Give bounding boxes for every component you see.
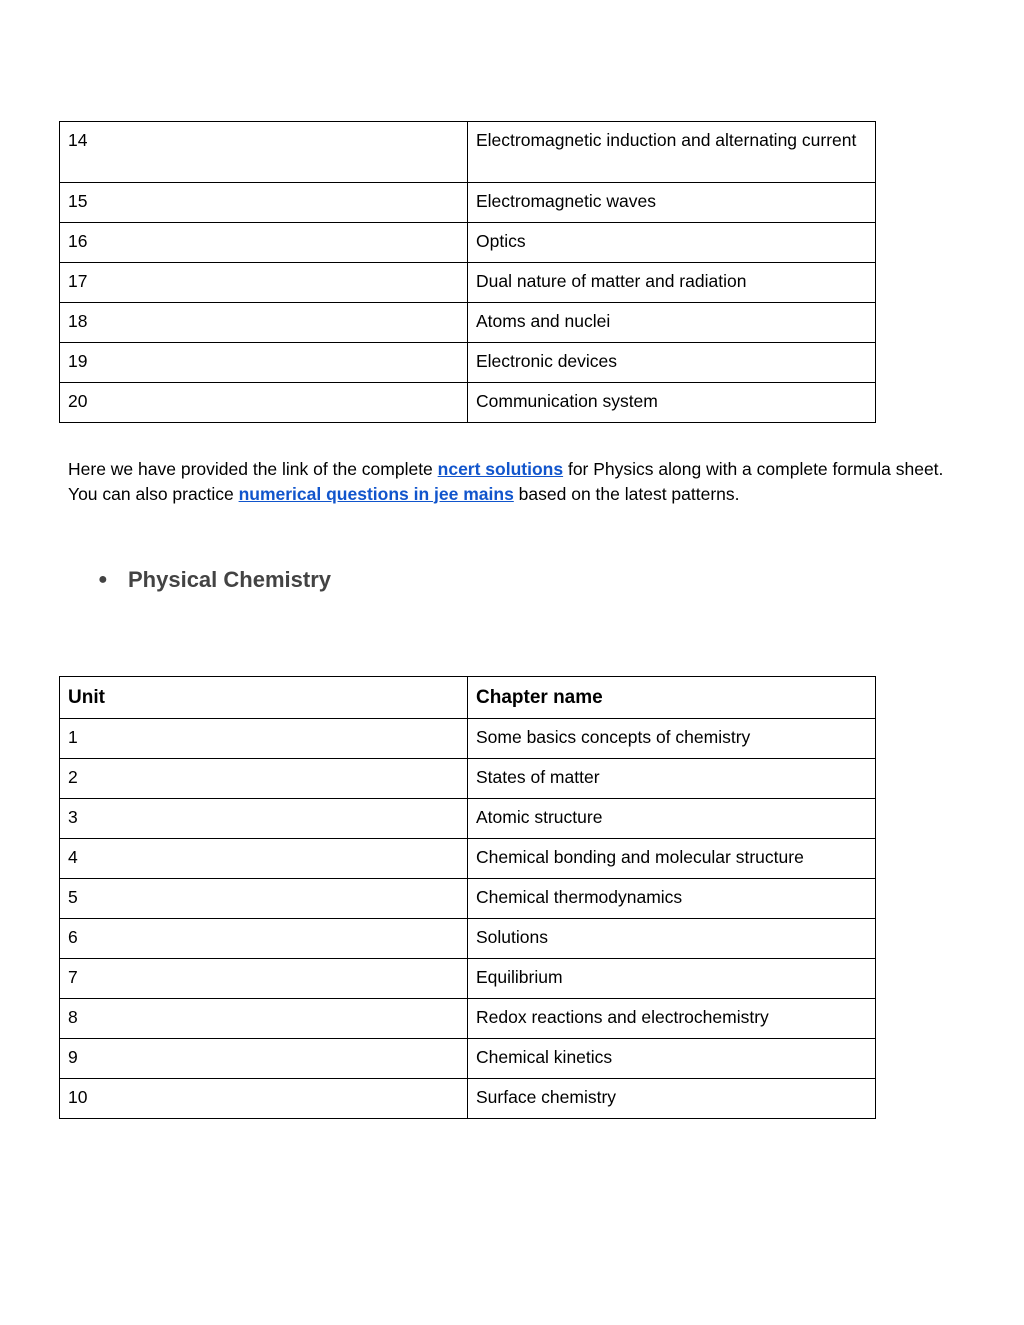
chapter-cell: Communication system — [468, 383, 876, 423]
table-row — [60, 919, 876, 959]
unit-cell: 5 — [60, 879, 468, 919]
section-title: Physical Chemistry — [128, 567, 331, 592]
chapter-cell: Optics — [468, 223, 876, 263]
unit-cell: 15 — [60, 183, 468, 223]
table-row — [60, 383, 876, 423]
unit-cell: 19 — [60, 343, 468, 383]
chapter-cell: Electromagnetic waves — [468, 183, 876, 223]
chapter-cell: Equilibrium — [468, 959, 876, 999]
table-row — [60, 719, 876, 759]
chapter-cell: Chemical bonding and molecular structure — [468, 839, 876, 879]
chapter-cell: Chemical kinetics — [468, 1039, 876, 1079]
chapter-cell: Solutions — [468, 919, 876, 959]
paragraph-text: based on the latest patterns. — [513, 483, 740, 504]
table-row — [60, 263, 876, 303]
table-header-row — [60, 677, 876, 719]
table-row — [60, 1039, 876, 1079]
chapter-cell: Atomic structure — [468, 799, 876, 839]
unit-cell: 14 — [60, 122, 468, 183]
table-row — [60, 879, 876, 919]
chemistry-units-table — [59, 676, 876, 1119]
physics-units-table — [59, 121, 876, 423]
unit-cell: 7 — [60, 959, 468, 999]
unit-cell: 3 — [60, 799, 468, 839]
unit-cell: 18 — [60, 303, 468, 343]
table-row — [60, 799, 876, 839]
unit-cell: 17 — [60, 263, 468, 303]
paragraph-text: for Physics along with a complete formula sheet. You can also practice — [68, 459, 944, 504]
table-row — [60, 183, 876, 223]
bullet-icon: ● — [98, 571, 108, 588]
unit-cell: 9 — [60, 1039, 468, 1079]
chapter-cell: Redox reactions and electrochemistry — [468, 999, 876, 1039]
chapter-cell: States of matter — [468, 759, 876, 799]
ncert-paragraph — [68, 457, 948, 506]
table-row — [60, 223, 876, 263]
unit-header: Unit — [60, 677, 468, 719]
unit-cell: 2 — [60, 759, 468, 799]
chapter-cell: Chemical thermodynamics — [468, 879, 876, 919]
chapter-cell: Electronic devices — [468, 343, 876, 383]
unit-cell: 16 — [60, 223, 468, 263]
section-heading — [98, 567, 331, 593]
table-row — [60, 122, 876, 183]
chapter-cell: Atoms and nuclei — [468, 303, 876, 343]
chapter-cell: Dual nature of matter and radiation — [468, 263, 876, 303]
unit-cell: 10 — [60, 1079, 468, 1119]
chapter-cell: Some basics concepts of chemistry — [468, 719, 876, 759]
unit-cell: 20 — [60, 383, 468, 423]
chapter-cell: Surface chemistry — [468, 1079, 876, 1119]
unit-cell: 6 — [60, 919, 468, 959]
paragraph-text: Here we have provided the link of the complete — [68, 459, 438, 479]
table-row — [60, 759, 876, 799]
ncert-solutions-link[interactable]: ncert solutions — [437, 459, 564, 479]
chapter-header: Chapter name — [468, 677, 876, 719]
numerical-questions-link[interactable]: numerical questions in jee mains — [238, 483, 514, 504]
unit-cell: 4 — [60, 839, 468, 879]
table-row — [60, 343, 876, 383]
chapter-cell: Electromagnetic induction and alternating current — [468, 122, 876, 183]
table-row — [60, 959, 876, 999]
unit-cell: 1 — [60, 719, 468, 759]
table-row — [60, 1079, 876, 1119]
table-row — [60, 999, 876, 1039]
unit-cell: 8 — [60, 999, 468, 1039]
table-row — [60, 303, 876, 343]
table-row — [60, 839, 876, 879]
